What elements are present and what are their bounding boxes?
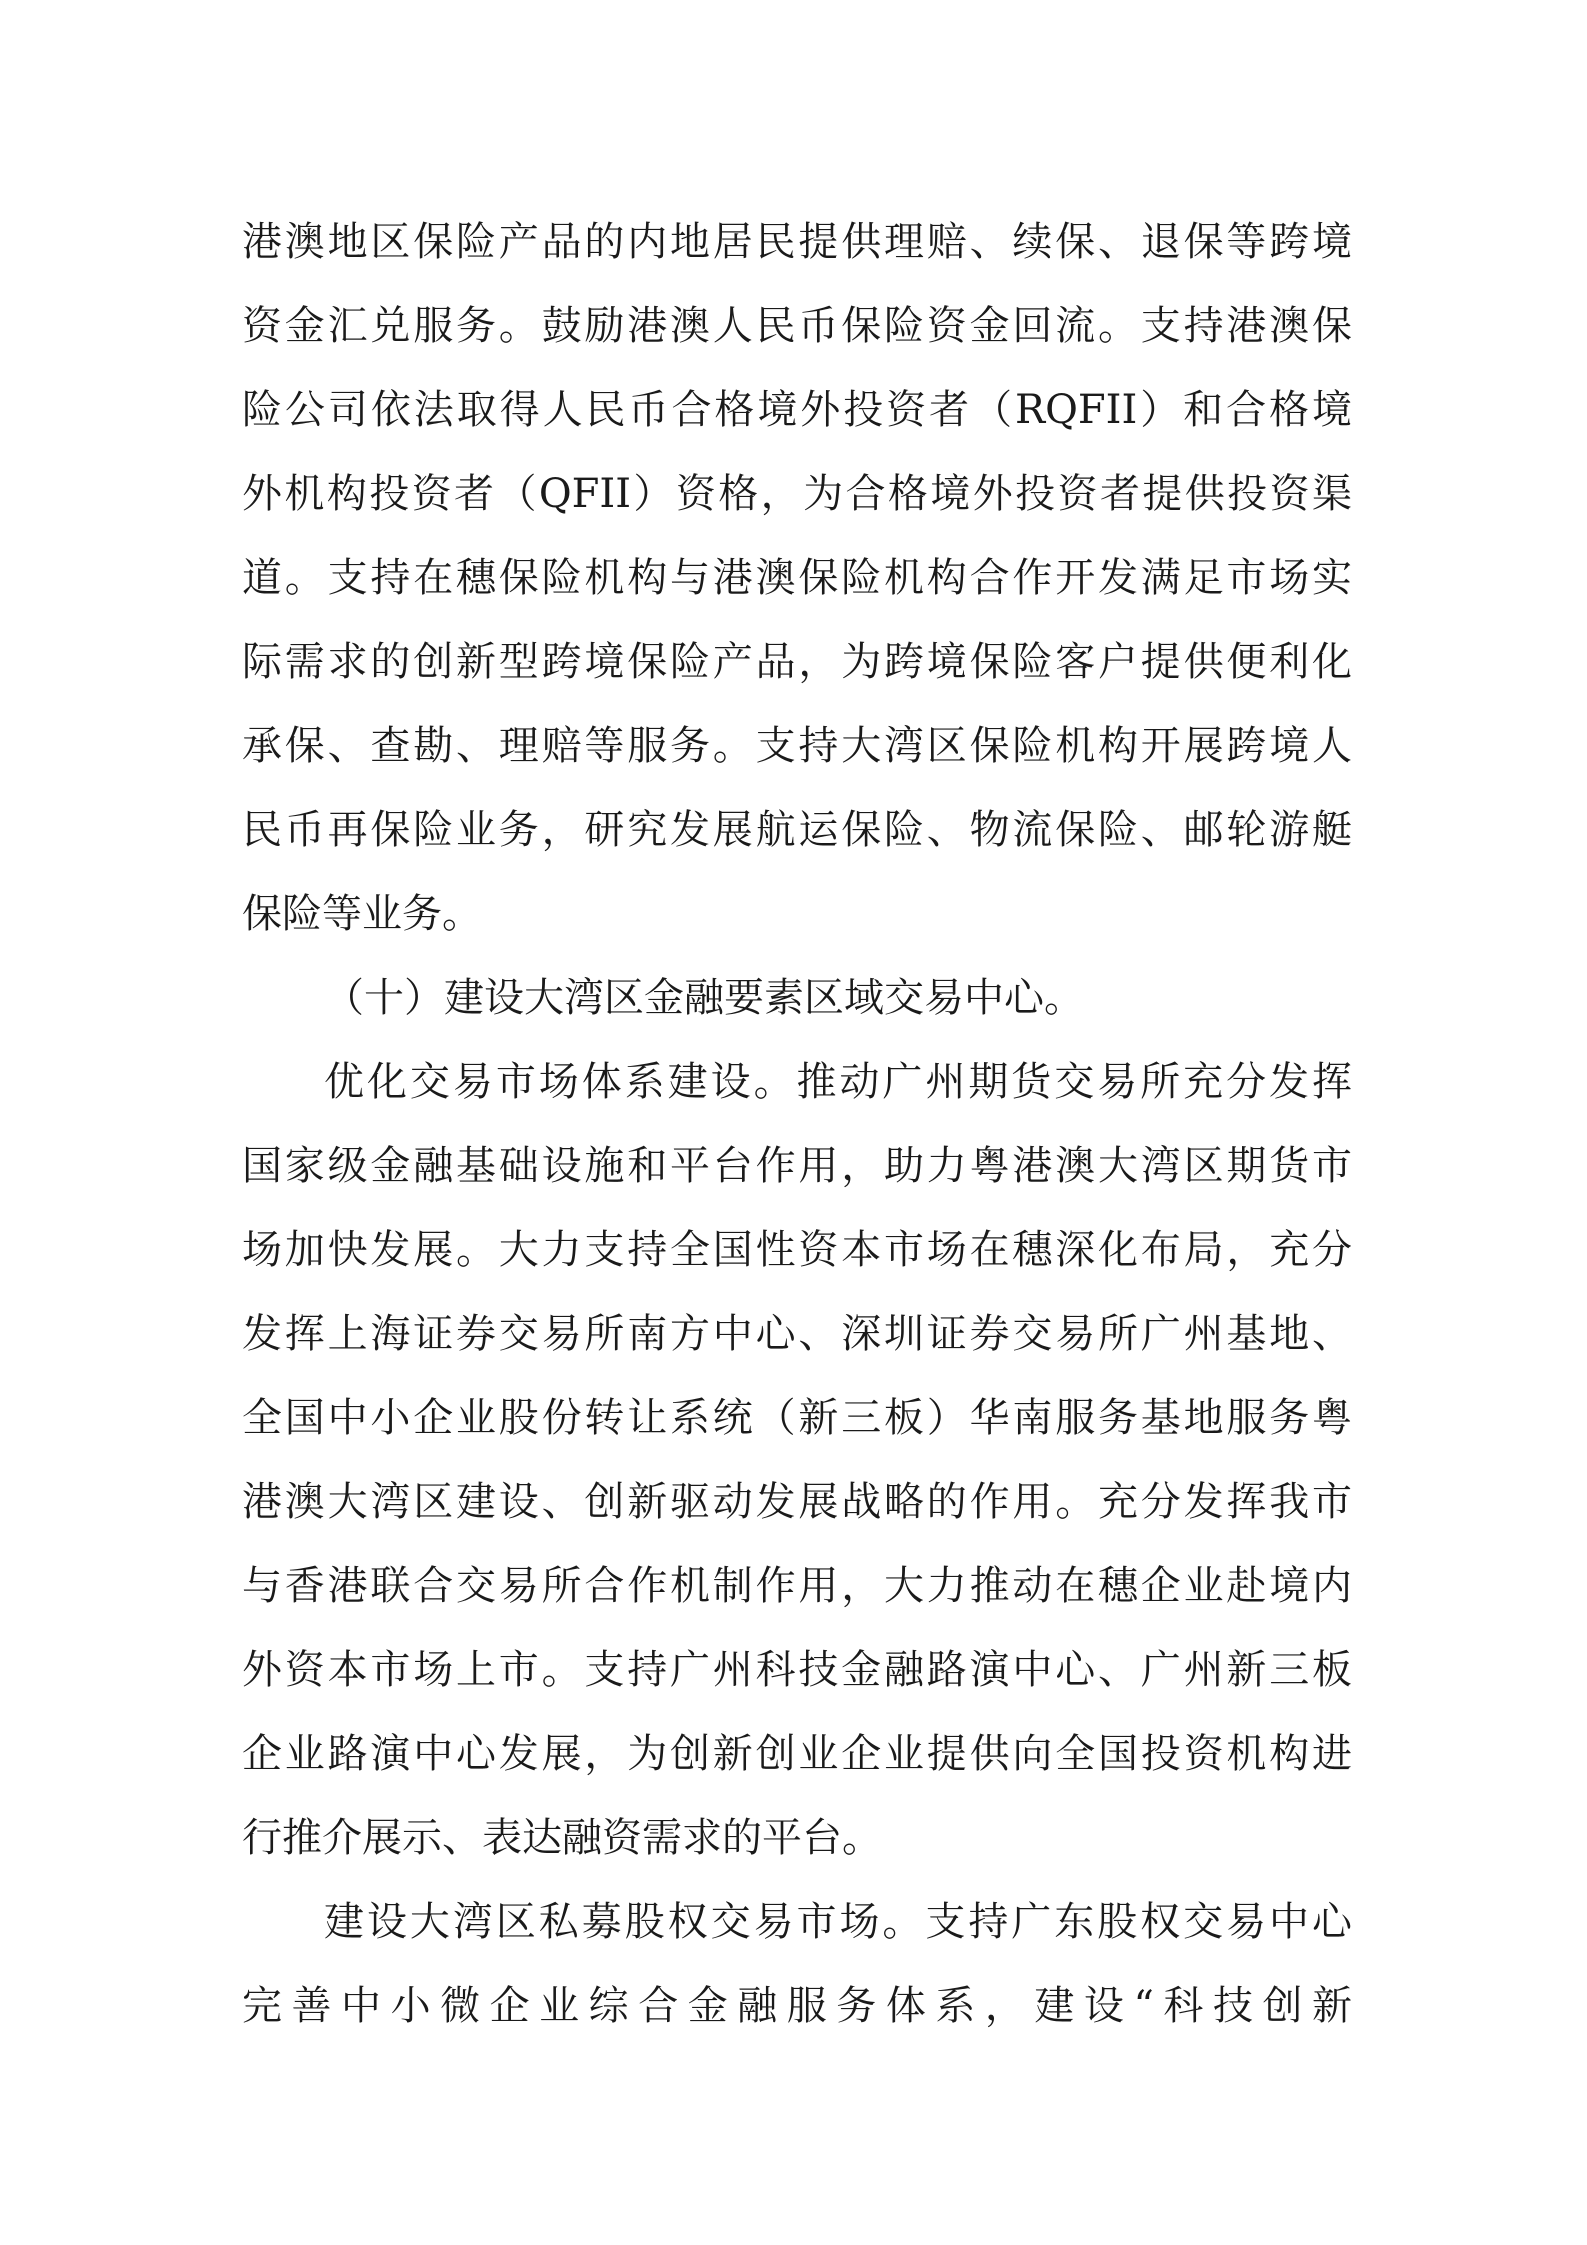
document-body [242, 200, 1352, 2048]
text-line: 道。支持在穗保险机构与港澳保险机构合作开发满足市场实 [242, 555, 1352, 601]
text-line: 承保、查勘、理赔等服务。支持大湾区保险机构开展跨境人 [242, 723, 1352, 769]
text-line: 企业路演中心发展，为创新创业企业提供向全国投资机构进 [242, 1731, 1352, 1777]
text-line: 港澳大湾区建设、创新驱动发展战略的作用。充分发挥我市 [242, 1479, 1352, 1525]
text-line: 发挥上海证券交易所南方中心、深圳证券交易所广州基地、 [242, 1311, 1352, 1357]
text-line: 港澳地区保险产品的内地居民提供理赔、续保、退保等跨境 [242, 219, 1352, 265]
text-line: 际需求的创新型跨境保险产品，为跨境保险客户提供便利化 [242, 639, 1352, 685]
text-line: 资金汇兑服务。鼓励港澳人民币保险资金回流。支持港澳保 [242, 303, 1352, 349]
text-line: 险公司依法取得人民币合格境外投资者（RQFII）和合格境 [242, 387, 1352, 433]
text-line: 优化交易市场体系建设。推动广州期货交易所充分发挥 [324, 1059, 1352, 1105]
text-line: 场加快发展。大力支持全国性资本市场在穗深化布局，充分 [242, 1227, 1352, 1273]
text-line: 全国中小企业股份转让系统（新三板）华南服务基地服务粤 [242, 1395, 1352, 1441]
text-line: 建设大湾区私募股权交易市场。支持广东股权交易中心 [324, 1899, 1352, 1945]
text-line: 外机构投资者（QFII）资格，为合格境外投资者提供投资渠 [242, 471, 1352, 517]
text-line: 外资本市场上市。支持广州科技金融路演中心、广州新三板 [242, 1647, 1352, 1693]
text-line: 保险等业务。 [242, 891, 482, 937]
text-line: 与香港联合交易所合作机制作用，大力推动在穗企业赴境内 [242, 1563, 1352, 1609]
text-line: 国家级金融基础设施和平台作用，助力粤港澳大湾区期货市 [242, 1143, 1352, 1189]
text-line: 完善中小微企业综合金融服务体系，建设“科技创新 [242, 1983, 1352, 2029]
text-line: 民币再保险业务，研究发展航运保险、物流保险、邮轮游艇 [242, 807, 1352, 853]
text-line: 行推介展示、表达融资需求的平台。 [242, 1815, 882, 1861]
text-line: （十）建设大湾区金融要素区域交易中心。 [324, 975, 1084, 1021]
